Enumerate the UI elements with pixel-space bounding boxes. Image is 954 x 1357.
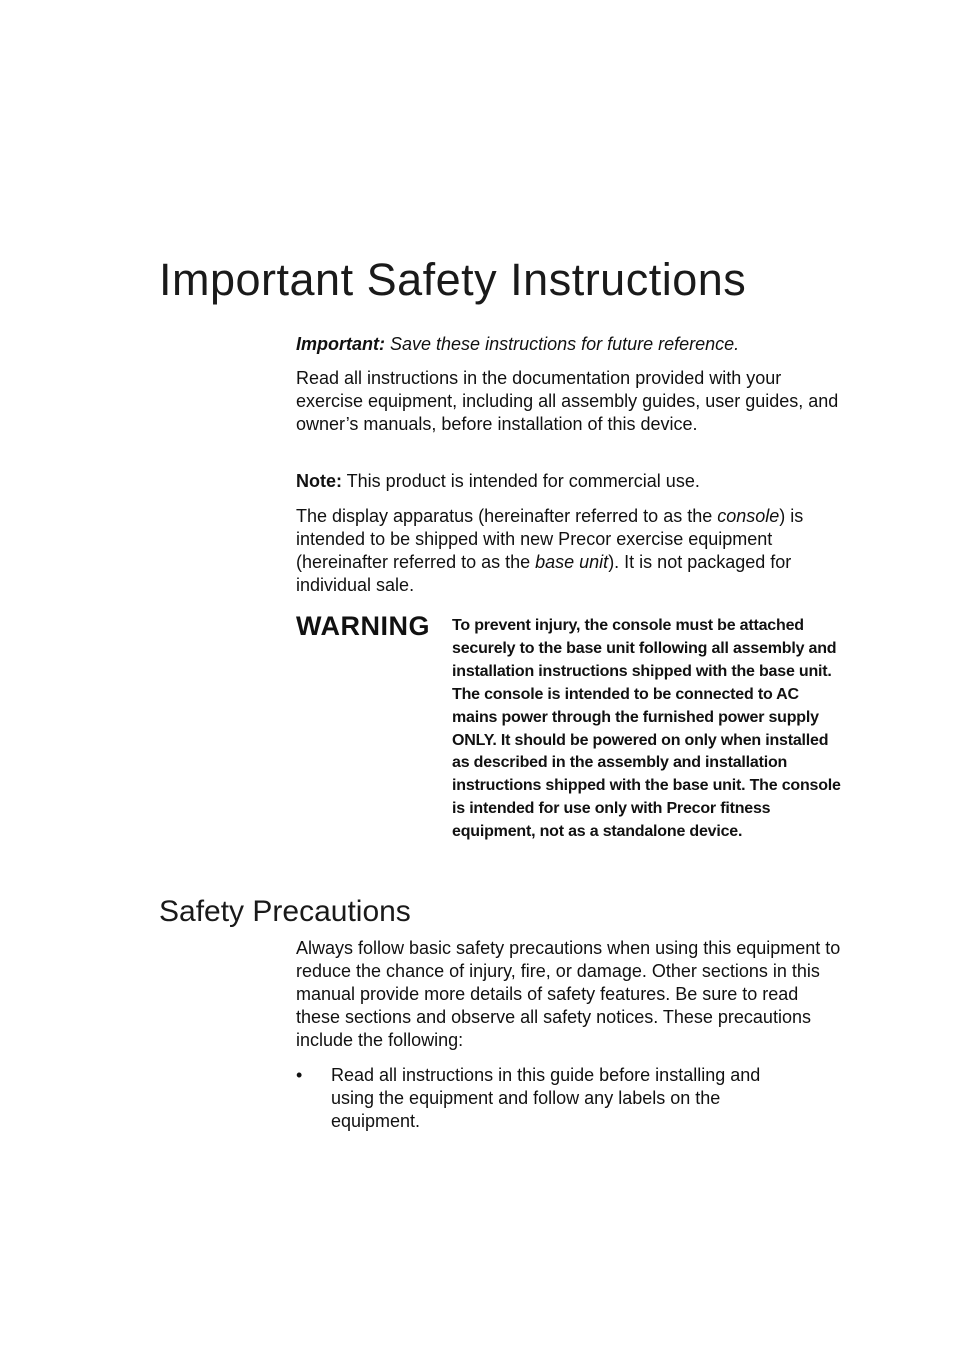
console-term: console bbox=[717, 506, 780, 526]
important-text: Save these instructions for future reference. bbox=[385, 334, 740, 354]
display-text-part2: ) is intended to be shipped with new Precor exercise equipment (hereinafter referred to as the bbox=[296, 506, 804, 572]
commercial-use-note bbox=[296, 470, 841, 493]
safety-precautions-heading: Safety Precautions bbox=[159, 895, 411, 928]
warning-text: To prevent injury, the console must be attached securely to the base unit following all assembly and installation instructions shipped with the base unit. The console is intended to be connected to AC mains power through the furnished power supply ONLY. It should be powered on only when installed as described in the assembly and installation instructions shipped with the base unit. The console is intended for use only with Precor fitness equipment, not as a standalone device. bbox=[452, 617, 841, 841]
bullet-icon: • bbox=[296, 1065, 303, 1085]
safety-precautions-intro: Always follow basic safety precautions when using this equipment to reduce the chance of injury, fire, or damage. Other sections in this manual provide more details of safety features. Be sure to read these sections and observe all safety notices. These precautions include the following: bbox=[296, 938, 841, 1050]
read-all-paragraph: Read all instructions in the documentation provided with your exercise equipment, including all assembly guides, user guides, and owner’s manuals, before installation of this device. bbox=[296, 368, 839, 434]
warning-label: WARNING bbox=[296, 611, 430, 641]
important-label: Important: bbox=[296, 334, 385, 354]
display-text-part1: The display apparatus (hereinafter referred to as the bbox=[296, 506, 718, 526]
note-text: This product is intended for commercial use. bbox=[342, 471, 700, 491]
page-title: Important Safety Instructions bbox=[159, 254, 747, 305]
list-item-text: Read all instructions in this guide before installing and using the equipment and follow any labels on the equipment. bbox=[331, 1065, 761, 1131]
display-text-part3: ). It is not packaged for individual sale. bbox=[296, 552, 792, 595]
base-unit-term: base unit bbox=[535, 552, 609, 572]
important-note bbox=[296, 333, 841, 356]
note-label: Note: bbox=[296, 471, 342, 491]
display-apparatus-paragraph bbox=[296, 505, 841, 597]
